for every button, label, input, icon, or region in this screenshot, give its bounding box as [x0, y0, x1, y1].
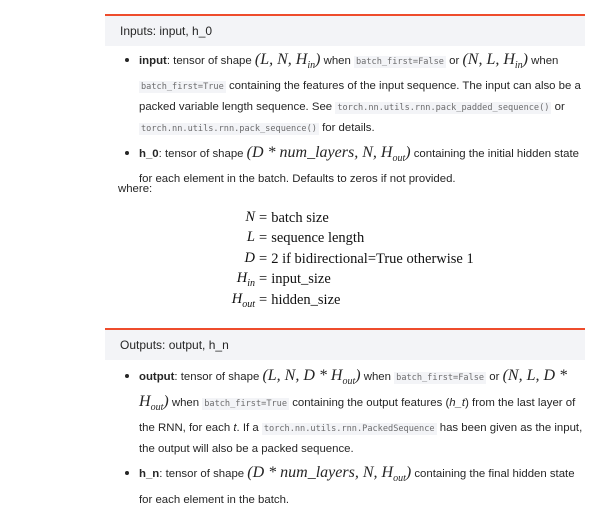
hn-param-item: [120, 463, 590, 509]
param-text: : tensor of shape: [174, 371, 263, 383]
where-label: where:: [118, 183, 153, 195]
input-param-item: [120, 50, 590, 139]
equation-rhs: 2 if bidirectional=True otherwise 1: [271, 250, 474, 267]
param-text: when: [528, 55, 559, 67]
param-text: when: [320, 55, 354, 67]
math-shape: (N, L, $H_{in}$): [462, 51, 528, 72]
equation-rhs: input_size: [271, 271, 331, 288]
equation-row: [200, 229, 474, 250]
param-text: containing the initial hidden state for each element in the batch. Defaults to zeros if not provided.: [139, 148, 579, 186]
packed-sequence-link[interactable]: torch.nn.utils.rnn.PackedSequence: [263, 424, 435, 435]
param-text: ) from the last layer of the RNN, for each: [139, 397, 576, 435]
equation-rhs: sequence length: [271, 230, 365, 247]
equation-lhs: L: [246, 229, 255, 246]
inline-code: batch_first=False: [396, 373, 485, 383]
math-shape: (D * num_layers, N, $H_{out}$): [246, 144, 411, 165]
param-text: containing the features of the input sequence. The input can also be a packed variable length sequence. See: [139, 80, 581, 114]
param-text: containing the final hidden state for each element in the batch.: [139, 468, 575, 506]
inline-code: batch_first=True: [204, 399, 288, 410]
param-text: or: [551, 101, 565, 114]
param-text: has been given as the input, the output will also be a packed sequence.: [139, 422, 583, 456]
equation-lhs: N: [245, 208, 255, 225]
output-param-item: [120, 366, 590, 459]
param-text: when: [360, 371, 395, 383]
param-text: containing the output features (: [289, 397, 450, 410]
equation-rhs: hidden_size: [271, 291, 341, 308]
inputs-header-title: Inputs: input, h_0: [120, 24, 213, 38]
param-text: or: [486, 371, 503, 383]
outputs-section-header: [105, 328, 585, 360]
equals-sign: =: [259, 291, 268, 308]
param-text: : tensor of shape: [158, 148, 247, 161]
equation-row: [200, 249, 474, 270]
param-text: : tensor of shape: [166, 55, 255, 67]
emphasis: h_t: [449, 397, 466, 410]
equals-sign: =: [259, 209, 268, 226]
math-shape: (N, L, D * $H_{out}$): [139, 367, 568, 414]
param-name: h_0: [139, 148, 159, 161]
emphasis: t: [233, 422, 237, 435]
pack-sequence-link[interactable]: torch.nn.utils.rnn.pack_sequence(): [141, 124, 317, 135]
equation-row: [200, 270, 474, 291]
equals-sign: =: [259, 271, 268, 288]
param-name: h_n: [139, 468, 160, 481]
math-shape: (L, N, $H_{in}$): [254, 51, 321, 72]
equation-row: [200, 208, 474, 229]
param-name: input: [139, 55, 167, 67]
equation-rhs: batch size: [271, 209, 329, 226]
outputs-list: [120, 366, 590, 514]
equation-lhs: $H_{in}$: [236, 270, 255, 290]
param-text: for details.: [318, 122, 375, 135]
inputs-list: [120, 50, 590, 193]
param-text: when: [168, 397, 203, 410]
equation-row: [200, 290, 474, 311]
equation-lhs: D: [244, 249, 255, 266]
outputs-header-title: Outputs: output, h_n: [120, 338, 229, 352]
math-shape: (D * num_layers, N, $H_{out}$): [247, 464, 412, 485]
pack-padded-sequence-link[interactable]: torch.nn.utils.rnn.pack_padded_sequence(): [337, 103, 550, 114]
inline-code: batch_first=True: [141, 82, 224, 93]
param-name: output: [139, 371, 175, 383]
equation-lhs: $H_{out}$: [231, 290, 255, 310]
param-text: . If a: [236, 422, 262, 435]
param-text: : tensor of shape: [159, 468, 248, 481]
equals-sign: =: [259, 230, 268, 247]
inputs-section-header: [105, 14, 585, 46]
inline-code: batch_first=False: [356, 57, 444, 67]
param-text: or: [445, 55, 463, 67]
h0-param-item: [120, 143, 590, 189]
equals-sign: =: [259, 250, 268, 267]
math-shape: (L, N, D * $H_{out}$): [262, 367, 361, 388]
equations-block: [200, 208, 474, 311]
